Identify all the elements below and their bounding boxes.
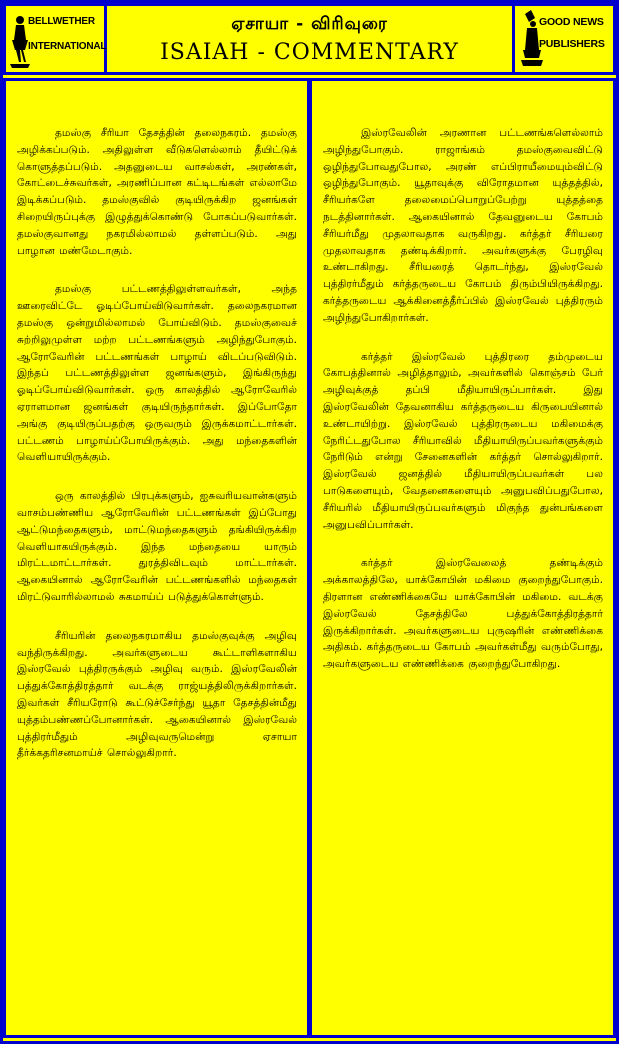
commentary-paragraph: கர்த்தர் இஸ்ரவேல் புத்திரரை தம்முடைய கோபத்தினால் அழித்தாலும், அவர்களில் கொஞ்சம் பேர் அழிவுக்குத் தப்பி மீதியாயிருப்பார்கள். இது இஸ்ரவேலின் தேவனாகிய கர்த்தருடைய கிருபையினால் உண்டாயிற்று. இஸ்ரவேல் புத்திரருடைய மகிமைக்கு நேரிட்டதுபோல சீரியாவில் மீதியாயிருப்பவர்களுக்கும் நேரிடும் என்று சேனைகளின் கர்த்தர் சொல்லுகிறார். இஸ்ரவேல் ஜனத்தில் மீதியாயிருப்பவர்கள் பல பாடுகளையும், வேதனைகளையும் அனுபவிப்பதுபோல, சீரியரில் மீதியாயிருப்பவர்களும் மிகுந்த துன்பங்களை அனுபவிப்பார்கள்.: [323, 350, 603, 531]
good-news-logo: [512, 3, 616, 75]
bellwether-logo-text: [28, 16, 106, 53]
logo-line-2: INTERNATIONAL: [28, 41, 107, 52]
logo-line-1: GOOD NEWS: [539, 16, 604, 28]
logo-line-1: BELLWETHER: [28, 16, 95, 27]
good-news-logo-text: [539, 16, 605, 50]
title-block: [107, 3, 512, 75]
commentary-paragraph: இஸ்ரவேலின் அரணான பட்டணங்களெல்லாம் அழிந்துபோகும். ராஜாங்கம் தமஸ்குவைவிட்டு ஒழிந்துபோவதுபோல, அரண் எப்பிராயீமையும்விட்டு ஒழிந்துபோகும். யூதாவுக்கு விரோதமான யுத்தத்தில், சீரியர்களே தலைமைப்பொறுப்பேற்று யுத்தத்தை நடத்தினார்கள். ஆகையினால் தேவனுடைய கோபம் சீரியர்மீது முதலாவதாக வருகிறது. கர்த்தர் சீரியரை முதலாவதாக தண்டிக்கிறார். அவர்களுக்கு பேரழிவு உண்டாகிறது. சீரியரைத் தொடர்ந்து, இஸ்ரவேல் புத்திரர்மீதும் கர்த்தருடைய கோபம் திரும்பியிருக்கிறது. கர்த்தருடைய ஆக்கினைத்தீர்ப்பில் இஸ்ரவேல் புத்திரரும் அழிந்துபோகிறார்கள்.: [323, 127, 603, 324]
commentary-paragraph: தமஸ்கு சீரியா தேசத்தின் தலைநகரம். தமஸ்கு அழிக்கப்படும். அதிலுள்ள வீடுகளெல்லாம் தீயிட்டுக் கொளுத்தப்படும். அதனுடைய வாசல்கள், அரண்கள், கோட்டைச்சுவர்கள், அரணிப்பான கட்டிடங்கள் எல்லாமே இடிக்கப்படும். தமஸ்குவில் குடியிருக்கிற ஜனங்கள் சிறையிருப்புக்கு இழுத்துக்கொண்டு போகப்படுவார்கள். தமஸ்குவானது நகரமில்லாமல் தள்ளப்படும். அது பாழான மண்மேடாகும்.: [17, 127, 297, 257]
header: [3, 3, 616, 75]
title-tamil: ஏசாயா - விரிவுரை: [231, 14, 388, 34]
right-column: [309, 78, 616, 1038]
bellwether-logo: [3, 3, 107, 75]
commentary-paragraph: ஒரு காலத்தில் பிரபுக்களும், ஐசுவரியவான்களும் வாசம்பண்ணிய ஆரோவேரின் பட்டணங்கள் இப்போது ஆட்டுமந்தைகளும், மாட்டுமந்தைகளும் தங்கியிருக்கிற வெளியாகயிருக்கும். இந்த மந்தையை யாரும் மிரட்டமாட்டார்கள். துரத்திவிடவும் மாட்டார்கள். ஆகையினால் ஆரோவேரின் பட்டணங்களில் மந்தைகள் மிரட்டுவாரில்லாமல் சுகமாய்ப் படுத்துக்கொள்ளும்.: [17, 490, 297, 603]
commentary-paragraph: சீரியரின் தலைநகரமாகிய தமஸ்குவுக்கு அழிவு வந்திருக்கிறது. அவர்களுடைய கூட்டாளிகளாகிய இஸ்ரவேல் புத்திரருக்கும் அழிவு வரும். இஸ்ரவேலின் பத்துக்கோத்திரத்தார் வடக்கு ராஜ்யத்திலிருக்கிறார்கள். இவர்கள் சீரியரோடு கூட்டுச்சேர்ந்து யூதா தேசத்தின்மீது யுத்தம்பண்ணப்போனார்கள். ஆகையினால் இஸ்ரவேல் புத்திரர்மீதும் அழிவுவருமென்று ஏசாயா தீர்க்கதரிசனமாய்ச் சொல்லுகிறார்.: [17, 629, 297, 760]
commentary-paragraph: தமஸ்கு பட்டணத்திலுள்ளவர்கள், அந்த ஊரைவிட்டே ஓடிப்போய்விடுவார்கள். தலைநகரமான தமஸ்கு ஒன்றுமில்லாமல் போய்விடும். தமஸ்குவைச் சுற்றிலுமுள்ள மற்ற பட்டணங்களும் அழிந்துபோகும். ஆரோவேரின் பட்டணங்கள் பாழாய் விடப்படுவிடும். இந்தப் பட்டணத்திலுள்ள ஜனங்களும், இங்கிருந்து ஓடிப்போய்விடுவார்கள். ஒரு காலத்தில் ஆரோவேரில் ஏராளமான ஜனங்கள் குடியிருந்தார்கள். இப்போதோ அங்கு குடியிருப்பதற்கு ஒருவரும் இருக்கமாட்டார்கள். பட்டணம் பாழாய்ப்போயிருக்கும். அது மந்தைகளின் வெளியாயிருக்கும்.: [17, 283, 297, 464]
commentary-paragraph: கர்த்தர் இஸ்ரவேலைத் தண்டிக்கும் அக்காலத்திலே, யாக்கோபின் மகிமை குறைந்துபோகும். திரளான எண்ணிக்கையே யாக்கோபின் மகிமை. வடக்கு இஸ்ரவேல் தேசத்திலே பத்துக்கோத்திரத்தார் இருக்கிறார்கள். அவர்களுடைய புருஷரின் எண்ணிக்கை அதிகம். கர்த்தருடைய கோபம் அவர்கள்மீது வரும்போது, அவர்களுடைய எண்ணிக்கை குறைந்துபோகிறது.: [323, 557, 603, 671]
left-column: [3, 78, 310, 1038]
title-english: ISAIAH - COMMENTARY: [160, 40, 459, 65]
logo-line-2: PUBLISHERS: [539, 38, 605, 50]
